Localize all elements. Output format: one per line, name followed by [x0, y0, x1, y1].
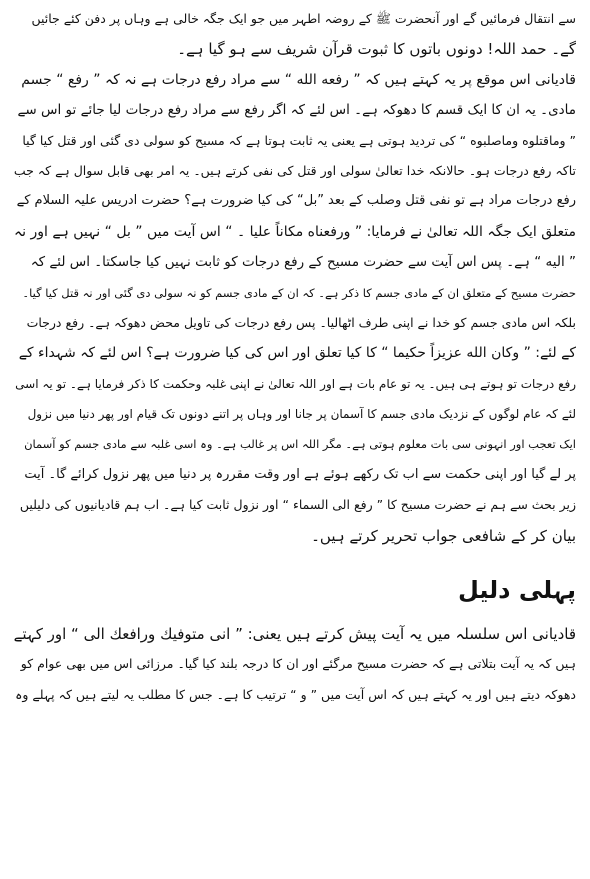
text-line: پر لے گیا اور اپنی حکمت سے اب تک رکھے ہوئے ہے اور وقت مقررہ پر دنیا میں پھر نزول کرائے گا۔ آیت: [24, 466, 576, 482]
text-line: رفع درجات تو ہوتے ہی ہیں۔ یہ تو عام بات ہے اور اللہ تعالیٰ نے اپنی غلبہ وحکمت کا ذکر فرمایا ہے۔ تو یہ اسی: [15, 376, 576, 391]
text-line: ” اليه “ ہے۔ پس اس آیت سے حضرت مسیح کے رفع درجات کو ثابت نہیں کیا جاسکتا۔ اس لئے کہ: [30, 254, 576, 271]
section-heading: پہلی دلیل: [457, 576, 576, 605]
text-line: مادی۔ یہ ان کا ایک قسم کا دھوکہ ہے۔ اس لئے کہ اگر رفع سے مراد رفع درجات لیا جائے تو اس سے: [17, 102, 576, 119]
text-line: ” وماقتلوه وماصلبوه “ کی تردید ہوتی ہے یعنی یہ ثابت ہوتا ہے کہ مسیح کو سولی دی گئی اور قتل کیا گیا: [22, 132, 576, 148]
text-line: قادیانی اس موقع پر یہ کہتے ہیں کہ ” رفعه الله “ سے مراد رفع درجات ہے نہ کہ ” رفع “ جسم: [21, 71, 576, 88]
text-line: بلکہ اس مادی جسم کو خدا نے اپنی طرف اٹھالیا۔ پس رفع درجات کی تاویل محض دھوکہ ہے۔ رفع درجات: [26, 314, 576, 330]
text-line: زیر بحث سے ہم نے حضرت مسیح کا ” رفع الی السماء “ اور نزول ثابت کیا ہے۔ اب ہم قادیانیوں کی دلیلیں: [19, 497, 576, 513]
text-line: تاکہ رفع درجات ہو۔ حالانکہ خدا تعالیٰ سولی اور قتل کی نفی کرتے ہیں۔ یہ امر بھی قابل سوال ہے کہ جب: [14, 162, 576, 178]
text-line: لئے کہ عام لوگوں کے نزدیک مادی جسم کا آسمان پر جانا اور وہاں پر اتنے دونوں تک قیام اور پھر دنیا میں نزول: [27, 407, 576, 422]
text-line: حضرت مسیح کے متعلق ان کے مادی جسم کا ذکر ہے۔ کہ ان کے مادی جسم کو نہ سولی دی گئی اور نہ قتل کیا گیا۔: [22, 285, 576, 300]
text-line: ہیں کہ یہ آیت بتلاتی ہے کہ حضرت مسیح مرگئے اور ان کا درجہ بلند کیا گیا۔ مرزائی اس میں بھی عوام کو: [20, 656, 576, 672]
text-line: دھوکہ دیتے ہیں اور یہ کہتے ہیں کہ اس آیت میں ” و “ ترتیب کا ہے۔ جس کا مطلب یہ لیتے ہیں کہ پہلے وہ: [15, 686, 576, 702]
text-line: ایک تعجب اور انہونی سی بات معلوم ہوتی ہے۔ مگر اللہ اس پر غالب ہے۔ وہ اسی غلبہ سے مادی جسم کو آسمان: [24, 437, 576, 452]
text-line: متعلق ایک جگہ اللہ تعالیٰ نے فرمایا: ” ورفعناه مكاناً عليا ۔ “ اس آیت میں ” بل “ نہیں ہے اور نہ: [14, 223, 576, 240]
text-line: رفع درجات مراد ہے تو نفی قتل وصلب کے بعد ”بل“ کی کیا ضرورت ہے؟ حضرت ادریس علیہ السلام کے: [16, 193, 576, 209]
text-line: گے۔ حمد اللہ! دونوں باتوں کا ثبوت قرآن شریف سے ہو گیا ہے۔: [177, 40, 576, 59]
body-text-top: [14, 4, 576, 551]
text-line: سے انتقال فرمائیں گے اور آنحضرت ﷺ کے روضہ اطہر میں جو ایک جگہ خالی ہے وہاں پر دفن کئے جائیں: [31, 11, 576, 26]
text-line: بیان کر کے شافعی جواب تحریر کرتے ہیں۔: [311, 526, 576, 545]
text-line: کے لئے: ” وكان الله عزيزاً حكيما “ کا کیا تعلق اور اس کی کیا ضرورت ہے؟ اس لئے کہ شہداء کے: [18, 345, 576, 362]
body-text-bottom: [14, 619, 576, 710]
text-line: قادیانی اس سلسلہ میں یہ آیت پیش کرتے ہیں یعنی: ” انی متوفيك ورافعك الی “ اور کہتے: [14, 625, 576, 644]
